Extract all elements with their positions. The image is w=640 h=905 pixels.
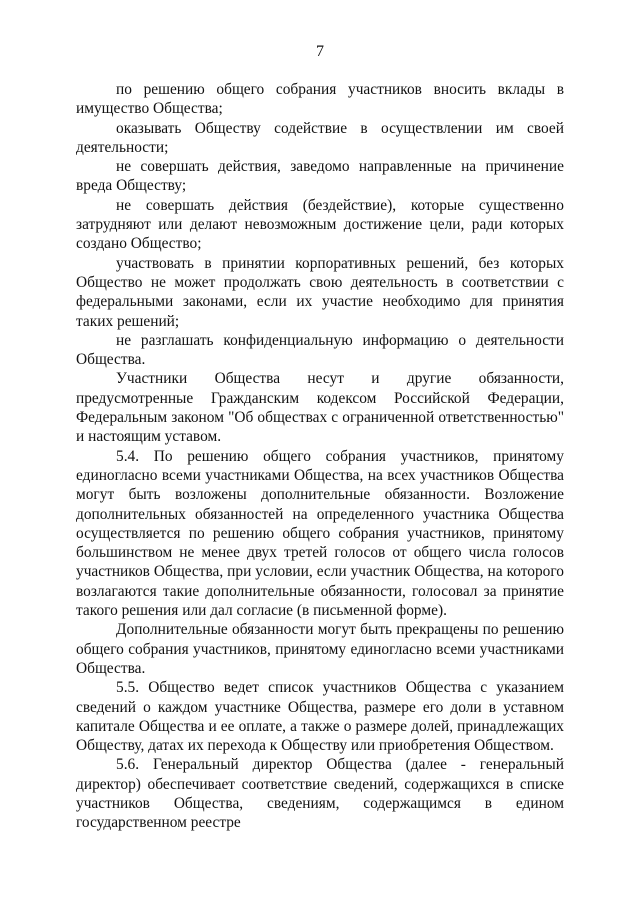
paragraph-clause-5-4: 5.4. По решению общего собрания участников, принятому единогласно всеми участниками Общества, на всех участников Общества могут быть возложены дополнительные обязанности. Возложение дополнительных обязанностей на определенного участника Общества осуществляется по решению общего собрания участников, принятому большинством не менее двух третей голосов от общего числа голосов участников Общества, при условии, если участник Общества, на которого возлагаются такие дополнительные обязанности, голосовал за принятие такого решения или дал согласие (в письменной форме). — [76, 447, 564, 620]
paragraph-duty-assist: оказывать Обществу содействие в осуществлении им своей деятельности; — [76, 119, 564, 156]
paragraph-duty-contribute: по решению общего собрания участников вносить вклады в имущество Общества; — [76, 81, 564, 118]
paragraph-additional-duties-termination: Дополнительные обязанности могут быть прекращены по решению общего собрания участников, принятому единогласно всеми участниками Общества. — [76, 621, 564, 677]
document-body — [76, 80, 564, 833]
page-number: 7 — [316, 43, 324, 60]
paragraph-duty-no-harm: не совершать действия, заведомо направленные на причинение вреда Обществу; — [76, 158, 564, 195]
paragraph-duty-participate: участвовать в принятии корпоративных решений, без которых Общество не может продолжать свою деятельность в соответствии с федеральными законами, если их участие необходимо для принятия таких решений; — [76, 254, 564, 330]
paragraph-clause-5-5: 5.5. Общество ведет список участников Общества с указанием сведений о каждом участнике Общества, размере его доли в уставном капитале Общества и ее оплате, а также о размере долей, принадлежащих Обществу, датах их перехода к Обществу или приобретения Обществом. — [76, 679, 564, 755]
paragraph-duty-no-obstruction: не совершать действия (бездействие), которые существенно затрудняют или делают невозможным достижение цели, ради которых создано Общество; — [76, 196, 564, 253]
paragraph-duty-confidentiality: не разглашать конфиденциальную информацию о деятельности Общества. — [76, 331, 564, 369]
paragraph-other-duties: Участники Общества несут и другие обязанности, предусмотренные Гражданским кодексом Российской Федерации, Федеральным законом "Об обществах с ограниченной ответственностью" и настоящим уставом. — [76, 370, 564, 446]
paragraph-clause-5-6: 5.6. Генеральный директор Общества (далее - генеральный директор) обеспечивает соответствие сведений, содержащихся в списке участников Общества, сведениям, содержащимся в едином государственном реестре — [76, 756, 564, 832]
